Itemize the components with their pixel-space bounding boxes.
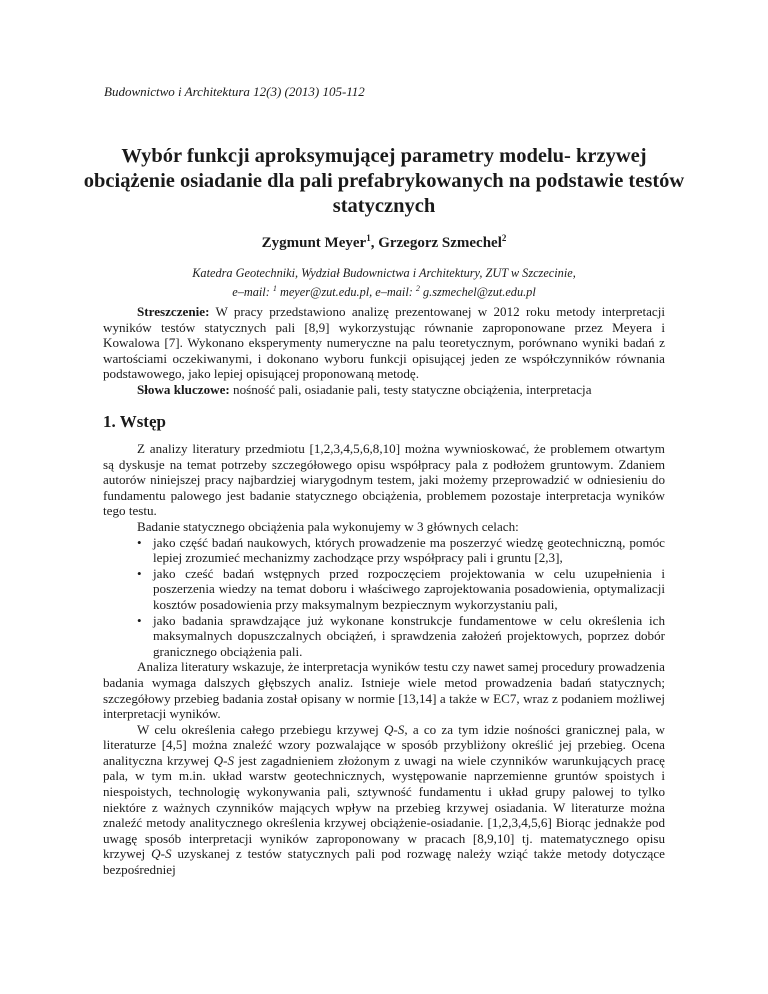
email-mark-1: 1 xyxy=(272,284,277,293)
email-1: meyer@zut.edu.pl, e–mail: xyxy=(276,285,416,300)
text-run: , a co za tym idzie nośności granicznej pala, w literaturze [4,5] można znaleźć wzory pozwalające w sposób przybliżony określić jej przebieg. Ocena analityczna krzywej xyxy=(103,721,666,768)
author-1: Zygmunt Meyer xyxy=(261,235,367,251)
emails xyxy=(0,281,768,300)
qs-term: Q-S xyxy=(213,752,234,768)
keywords-label: Słowa kluczowe: xyxy=(137,381,230,397)
abstract-paragraph xyxy=(103,304,665,382)
bullet-glyph: • xyxy=(137,565,142,581)
email-2: g.szmechel@zut.edu.pl xyxy=(419,285,536,300)
affiliation: Katedra Geotechniki, Wydział Budownictwa i Architektury, ZUT w Szczecinie, xyxy=(192,266,576,280)
text-run: jest zagadnieniem złożonym z uwagi na wiele czynników warunkujących pracę pala, w tym m.in. układ warstw geotechnicznych, występowanie naprzemienne gruntów spoistych i niespoistych, technologię wykonywania pali, sztywność fundamentu i układ grupy palowej to tylko niektóre z ważnych czynników mających wpływ na przebieg krzywej osiadania. W literaturze można znaleźć metody analitycznego określenia krzywej obciążenie-osiadanie. [1,2,3,4,5,6] Biorąc jednakże pod uwagę sposób interpretacji wyników zaproponowany w pracach [8,9,10] tj. matematycznego opisu krzywej xyxy=(103,752,665,862)
bullet-item xyxy=(137,612,665,660)
qs-term: Q-S xyxy=(151,846,172,862)
keywords-text: nośność pali, osiadanie pali, testy statyczne obciążenia, interpretacja xyxy=(229,381,592,397)
authors xyxy=(0,233,768,252)
author-1-affil-mark: 1 xyxy=(366,233,371,243)
body-paragraph-1: Z analizy literatury przedmiotu [1,2,3,4,5,6,8,10] można wywnioskować, że problemem otwartym są dyskusje na temat potrzeby szczegółowego opisu współpracy pala z podłożem gruntowym. Zdaniem autorów niniejszej pracy najbardziej wiarygodnym testem, jaki możemy przeprowadzić w odniesieniu do fundamentu palowego jest badanie statycznego obciążenia, problemem pozostaje interpretacja wyników tego testu. xyxy=(103,441,665,519)
body-paragraph-2: Badanie statycznego obciążenia pala wykonujemy w 3 głównych celach: xyxy=(137,518,519,534)
section-body xyxy=(103,441,665,878)
abstract xyxy=(103,304,665,398)
author-2: Grzegorz Szmechel xyxy=(378,235,502,251)
bullet-text: jako cześć badań wstępnych przed rozpoczęciem projektowania w celu uzupełnienia i poszerzenia wiedzy na temat doboru i właściwego zaprojektowania posadowienia, optymalizacji kosztów posadowienia przy maksymalnym bezpiecznym wykorzystaniu pali, xyxy=(153,565,665,612)
bullet-text: jako część badań naukowych, których prowadzenie ma poszerzyć wiedzę geotechniczną, pomóc lepiej zrozumieć mechanizmy zachodzące przy współpracy pali i gruntu [2,3], xyxy=(153,534,665,566)
bullet-item xyxy=(137,565,665,613)
author-separator: , xyxy=(370,235,379,251)
bullet-item xyxy=(137,534,665,566)
section-heading: 1. Wstęp xyxy=(103,412,166,431)
text-run: uzyskanej z testów statycznych pali pod rozwagę należy wziąć także metody dotyczące bezpośredniej xyxy=(103,846,665,878)
body-paragraph-4 xyxy=(103,722,665,878)
text-run: W celu określenia całego przebiegu krzywej xyxy=(137,721,384,737)
email-mark-2: 2 xyxy=(415,284,420,293)
abstract-label: Streszczenie: xyxy=(137,304,210,319)
paper-title: Wybór funkcji aproksymującej parametry modelu- krzywej obciążenie osiadanie dla pali prefabrykowanych na podstawie testów statycznych xyxy=(83,145,685,217)
author-2-affil-mark: 2 xyxy=(501,233,507,243)
email-prefix: e–mail: xyxy=(232,285,273,300)
bullet-list xyxy=(103,535,665,660)
bullet-text: jako badania sprawdzające już wykonane konstrukcje fundamentowe w celu określenia ich maksymalnych dopuszczalnych obciążeń, i sprawdzenia założeń projektowych, poprzez dobór granicznego obciążenia pali. xyxy=(153,612,665,659)
bullet-glyph: • xyxy=(137,534,142,550)
abstract-text: W pracy przedstawiono analizę prezentowanej w 2012 roku metody interpretacji wyników testów statycznych pali [8,9] wykorzystując równanie zaproponowane przez Meyera i Kowalowa [7]. Wykonano eksperymenty numeryczne na palu teoretycznym, porównano wyniki badań z wartościami oczekiwanymi, i dokonano wyboru funkcji opisującej jeden ze współczynników równania podstawowego, jako lepiej opisującej proponowaną metodę. xyxy=(103,304,665,382)
keywords-paragraph xyxy=(103,382,665,398)
affiliation-block xyxy=(0,266,768,300)
body-paragraph-3: Analiza literatury wskazuje, że interpretacja wyników testu czy nawet samej procedury prowadzenia badania wymaga dalszych głębszych analiz. Istnieje wiele metod prowadzenia badań statycznych; szczegółowy przebieg badania został opisany w normie [13,14] a także w EC7, wraz z podaniem możliwej interpretacji wyników. xyxy=(103,659,665,722)
journal-header: Budownictwo i Architektura 12(3) (2013) 105-112 xyxy=(104,84,365,99)
qs-term: Q-S xyxy=(383,721,405,737)
bullet-glyph: • xyxy=(137,612,142,628)
